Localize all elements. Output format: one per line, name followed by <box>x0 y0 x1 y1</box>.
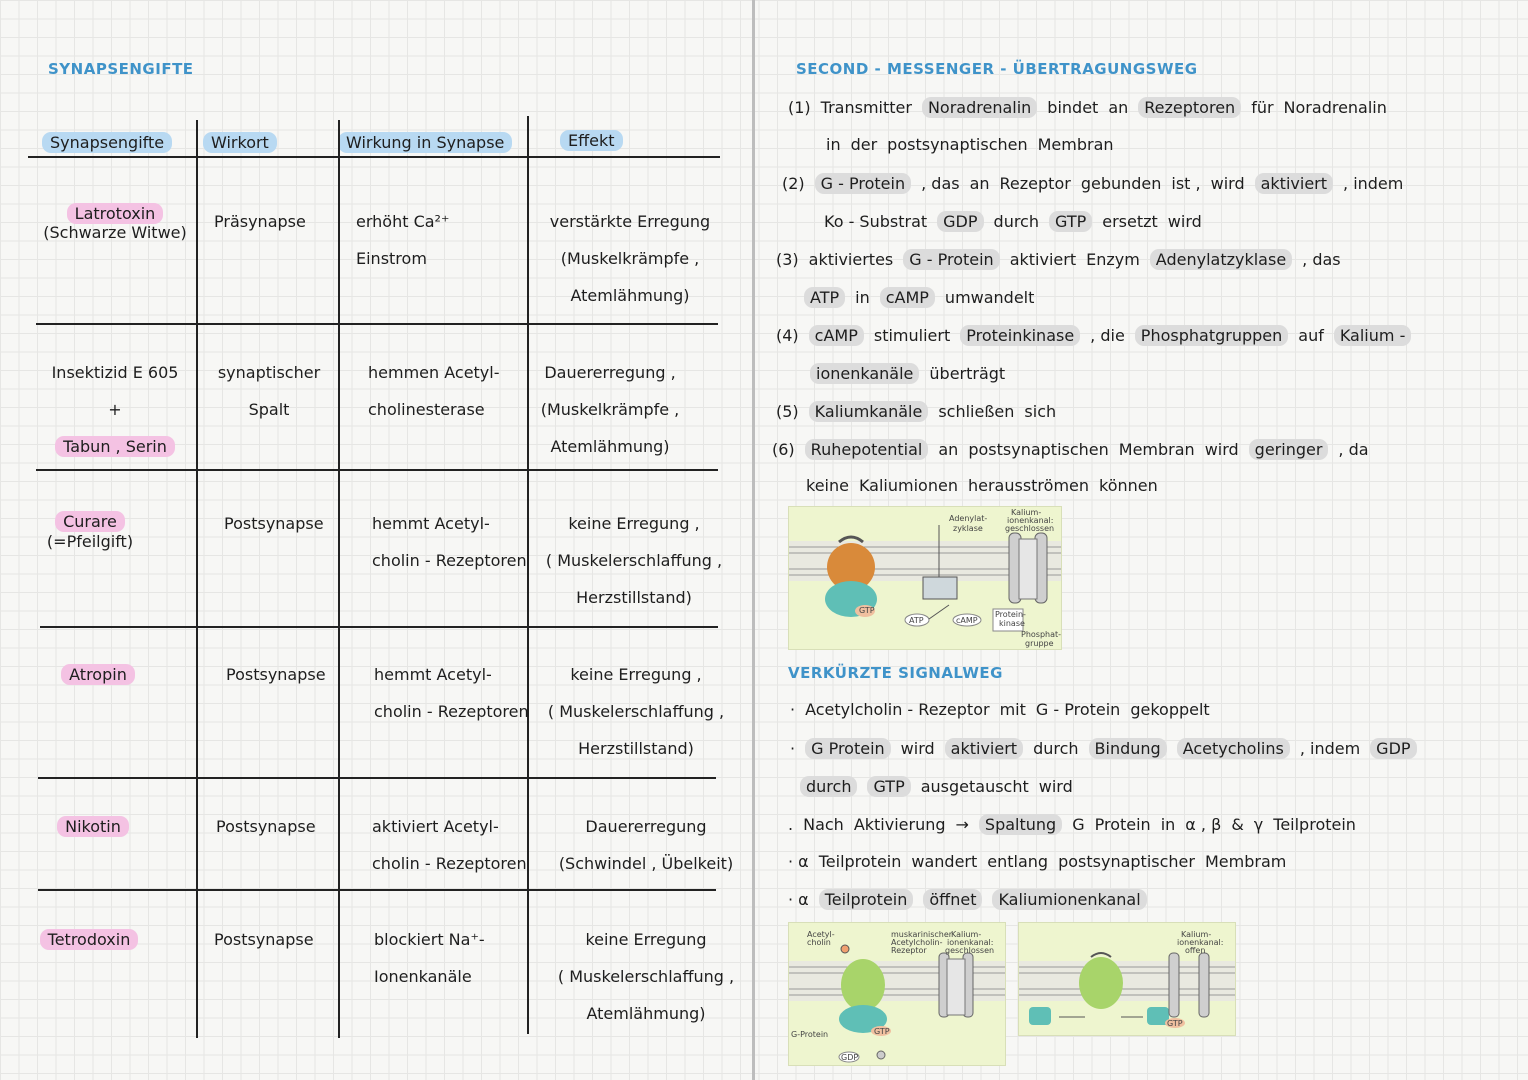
svg-text:geschlossen: geschlossen <box>945 946 995 955</box>
svg-text:Kalium-: Kalium- <box>1011 508 1042 517</box>
effekt-cell: Dauererregung , (Muskelkrämpfe , Atemlähmung) <box>540 363 680 456</box>
wirkort-cell: Präsynapse <box>214 212 306 231</box>
svg-text:ionenkanal:: ionenkanal: <box>1177 938 1224 947</box>
wirkung-cell: aktiviert Acetyl- cholin - Rezeptoren <box>372 817 527 873</box>
svg-text:cholin: cholin <box>807 938 831 947</box>
header-wirkung: Wirkung in Synapse <box>338 133 512 152</box>
svg-text:GTP: GTP <box>874 1027 890 1036</box>
short-line-4: . Nach Aktivierung → Spaltung G Protein in α , β & γ Teilprotein <box>788 815 1356 834</box>
svg-text:GTP: GTP <box>859 606 875 615</box>
svg-text:G-Protein: G-Protein <box>791 1030 829 1039</box>
step-4-line-2: ionenkanäle überträgt <box>810 363 1015 384</box>
wirkung-cell: erhöht Ca²⁺ Einstrom <box>356 212 450 268</box>
effekt-cell: keine Erregung , ( Muskelerschlaffung , Herzstillstand) <box>545 514 723 607</box>
svg-text:muskarinischer: muskarinischer <box>891 930 953 939</box>
wirkung-cell: hemmt Acetyl- cholin - Rezeptoren <box>372 514 527 570</box>
svg-text:ATP: ATP <box>909 616 924 625</box>
page-divider <box>752 0 755 1080</box>
wirkort-cell: Postsynapse <box>214 930 314 949</box>
svg-text:GDP: GDP <box>841 1053 859 1062</box>
wirkort-cell: Postsynapse <box>224 514 324 533</box>
svg-text:gruppe: gruppe <box>1025 639 1054 648</box>
table-row: Insektizid E 605 + Tabun , Serin <box>51 363 179 456</box>
table-col-divider <box>527 116 529 1034</box>
step-1-line: (1) Transmitter Noradrenalin bindet an Rezeptoren für Noradrenalin <box>788 98 1387 117</box>
header-wirkort: Wirkort <box>203 133 277 152</box>
step-2-line: (2) G - Protein , das an Rezeptor gebunden ist , wird aktiviert , indem <box>782 174 1404 193</box>
svg-text:Acetylcholin-: Acetylcholin- <box>891 938 943 947</box>
short-line-5: · α Teilprotein wandert entlang postsynaptischer Membram <box>788 852 1287 871</box>
table-row: Curare (=Pfeilgift) <box>46 512 134 551</box>
table-header-line <box>28 156 720 158</box>
table-row: Latrotoxin (Schwarze Witwe) <box>43 204 187 242</box>
header-gifte: Synapsengifte <box>42 133 172 152</box>
step-2-line-2: Ko - Substrat GDP durch GTP ersetzt wird <box>824 212 1202 231</box>
svg-text:Kalium-: Kalium- <box>951 930 982 939</box>
left-title: SYNAPSENGIFTE <box>48 60 194 78</box>
gift-name: Latrotoxin <box>67 203 164 224</box>
table-row-divider <box>36 469 718 471</box>
svg-text:Kalium-: Kalium- <box>1181 930 1212 939</box>
svg-text:Protein-: Protein- <box>995 610 1026 619</box>
svg-text:cAMP: cAMP <box>956 616 978 625</box>
table-row-divider <box>40 626 718 628</box>
svg-text:Phosphat-: Phosphat- <box>1021 630 1061 639</box>
table-row-divider <box>36 323 718 325</box>
wirkung-cell: hemmen Acetyl- cholinesterase <box>368 363 500 419</box>
step-6-line: (6) Ruhepotential an postsynaptischen Membran wird geringer , da <box>772 440 1369 459</box>
short-line-2: · G Protein wird aktiviert durch Bindung Acetycholins , indem GDP <box>790 738 1427 759</box>
effekt-cell: keine Erregung ( Muskelerschlaffung , Atemlähmung) <box>557 930 735 1023</box>
effekt-cell: Dauererregung (Schwindel , Übelkeit) <box>558 817 734 873</box>
subtitle-verkuerzter-signalweg: VERKÜRZTE SIGNALWEG <box>788 664 1003 682</box>
table-col-divider <box>196 120 198 1038</box>
wirkung-cell: blockiert Na⁺- Ionenkanäle <box>374 930 485 986</box>
svg-text:zyklase: zyklase <box>953 524 983 533</box>
svg-text:GTP: GTP <box>1167 1019 1183 1028</box>
table-row: Tetrodoxin <box>34 921 144 958</box>
short-line-1: · Acetylcholin - Rezeptor mit G - Protein gekoppelt <box>790 700 1210 719</box>
table-row: Atropin <box>40 656 156 693</box>
svg-text:Rezeptor: Rezeptor <box>891 946 927 955</box>
svg-text:offen: offen <box>1185 946 1206 955</box>
step-3-line: (3) aktiviertes G - Protein aktiviert Enzym Adenylatzyklase , das <box>776 250 1341 269</box>
potassium-channel-open-figure <box>1018 922 1236 1036</box>
step-4-line: (4) cAMP stimuliert Proteinkinase , die Phosphatgruppen auf Kalium - <box>776 325 1421 346</box>
svg-text:Adenylat-: Adenylat- <box>949 514 988 523</box>
step-3-line-2: ATP in cAMP umwandelt <box>804 287 1044 308</box>
table-row-divider <box>38 889 716 891</box>
effekt-cell: keine Erregung , ( Muskelerschlaffung , Herzstillstand) <box>547 665 725 758</box>
svg-text:ionenkanal:: ionenkanal: <box>947 938 994 947</box>
step-6-line-2: keine Kaliumionen herausströmen können <box>806 476 1158 495</box>
effekt-cell: verstärkte Erregung (Muskelkrämpfe , Atemlähmung) <box>549 212 711 305</box>
wirkort-cell: Postsynapse <box>216 817 316 836</box>
svg-text:kinase: kinase <box>999 619 1025 628</box>
step-1-line-2: in der postsynaptischen Membran <box>826 135 1114 154</box>
table-row: Nikotin <box>40 808 146 845</box>
header-effekt: Effekt <box>560 131 623 150</box>
svg-text:geschlossen: geschlossen <box>1005 524 1055 533</box>
wirkort-cell: synaptischer Spalt <box>217 363 321 419</box>
svg-text:Acetyl-: Acetyl- <box>807 930 835 939</box>
table-row-divider <box>38 777 716 779</box>
second-messenger-figure <box>788 506 1062 650</box>
wirkung-cell: hemmt Acetyl- cholin - Rezeptoren <box>374 665 529 721</box>
table-col-divider <box>338 120 340 1038</box>
wirkort-cell: Postsynapse <box>226 665 326 684</box>
short-line-6: · α Teilprotein öffnet Kaliumionenkanal <box>788 889 1157 910</box>
step-5-line: (5) Kaliumkanäle schließen sich <box>776 402 1057 421</box>
acetylcholine-receptor-figure <box>788 922 1006 1066</box>
right-title: SECOND - MESSENGER - ÜBERTRAGUNGSWEG <box>796 60 1198 78</box>
short-line-3: durch GTP ausgetauscht wird <box>800 776 1083 797</box>
svg-text:ionenkanal:: ionenkanal: <box>1007 516 1054 525</box>
